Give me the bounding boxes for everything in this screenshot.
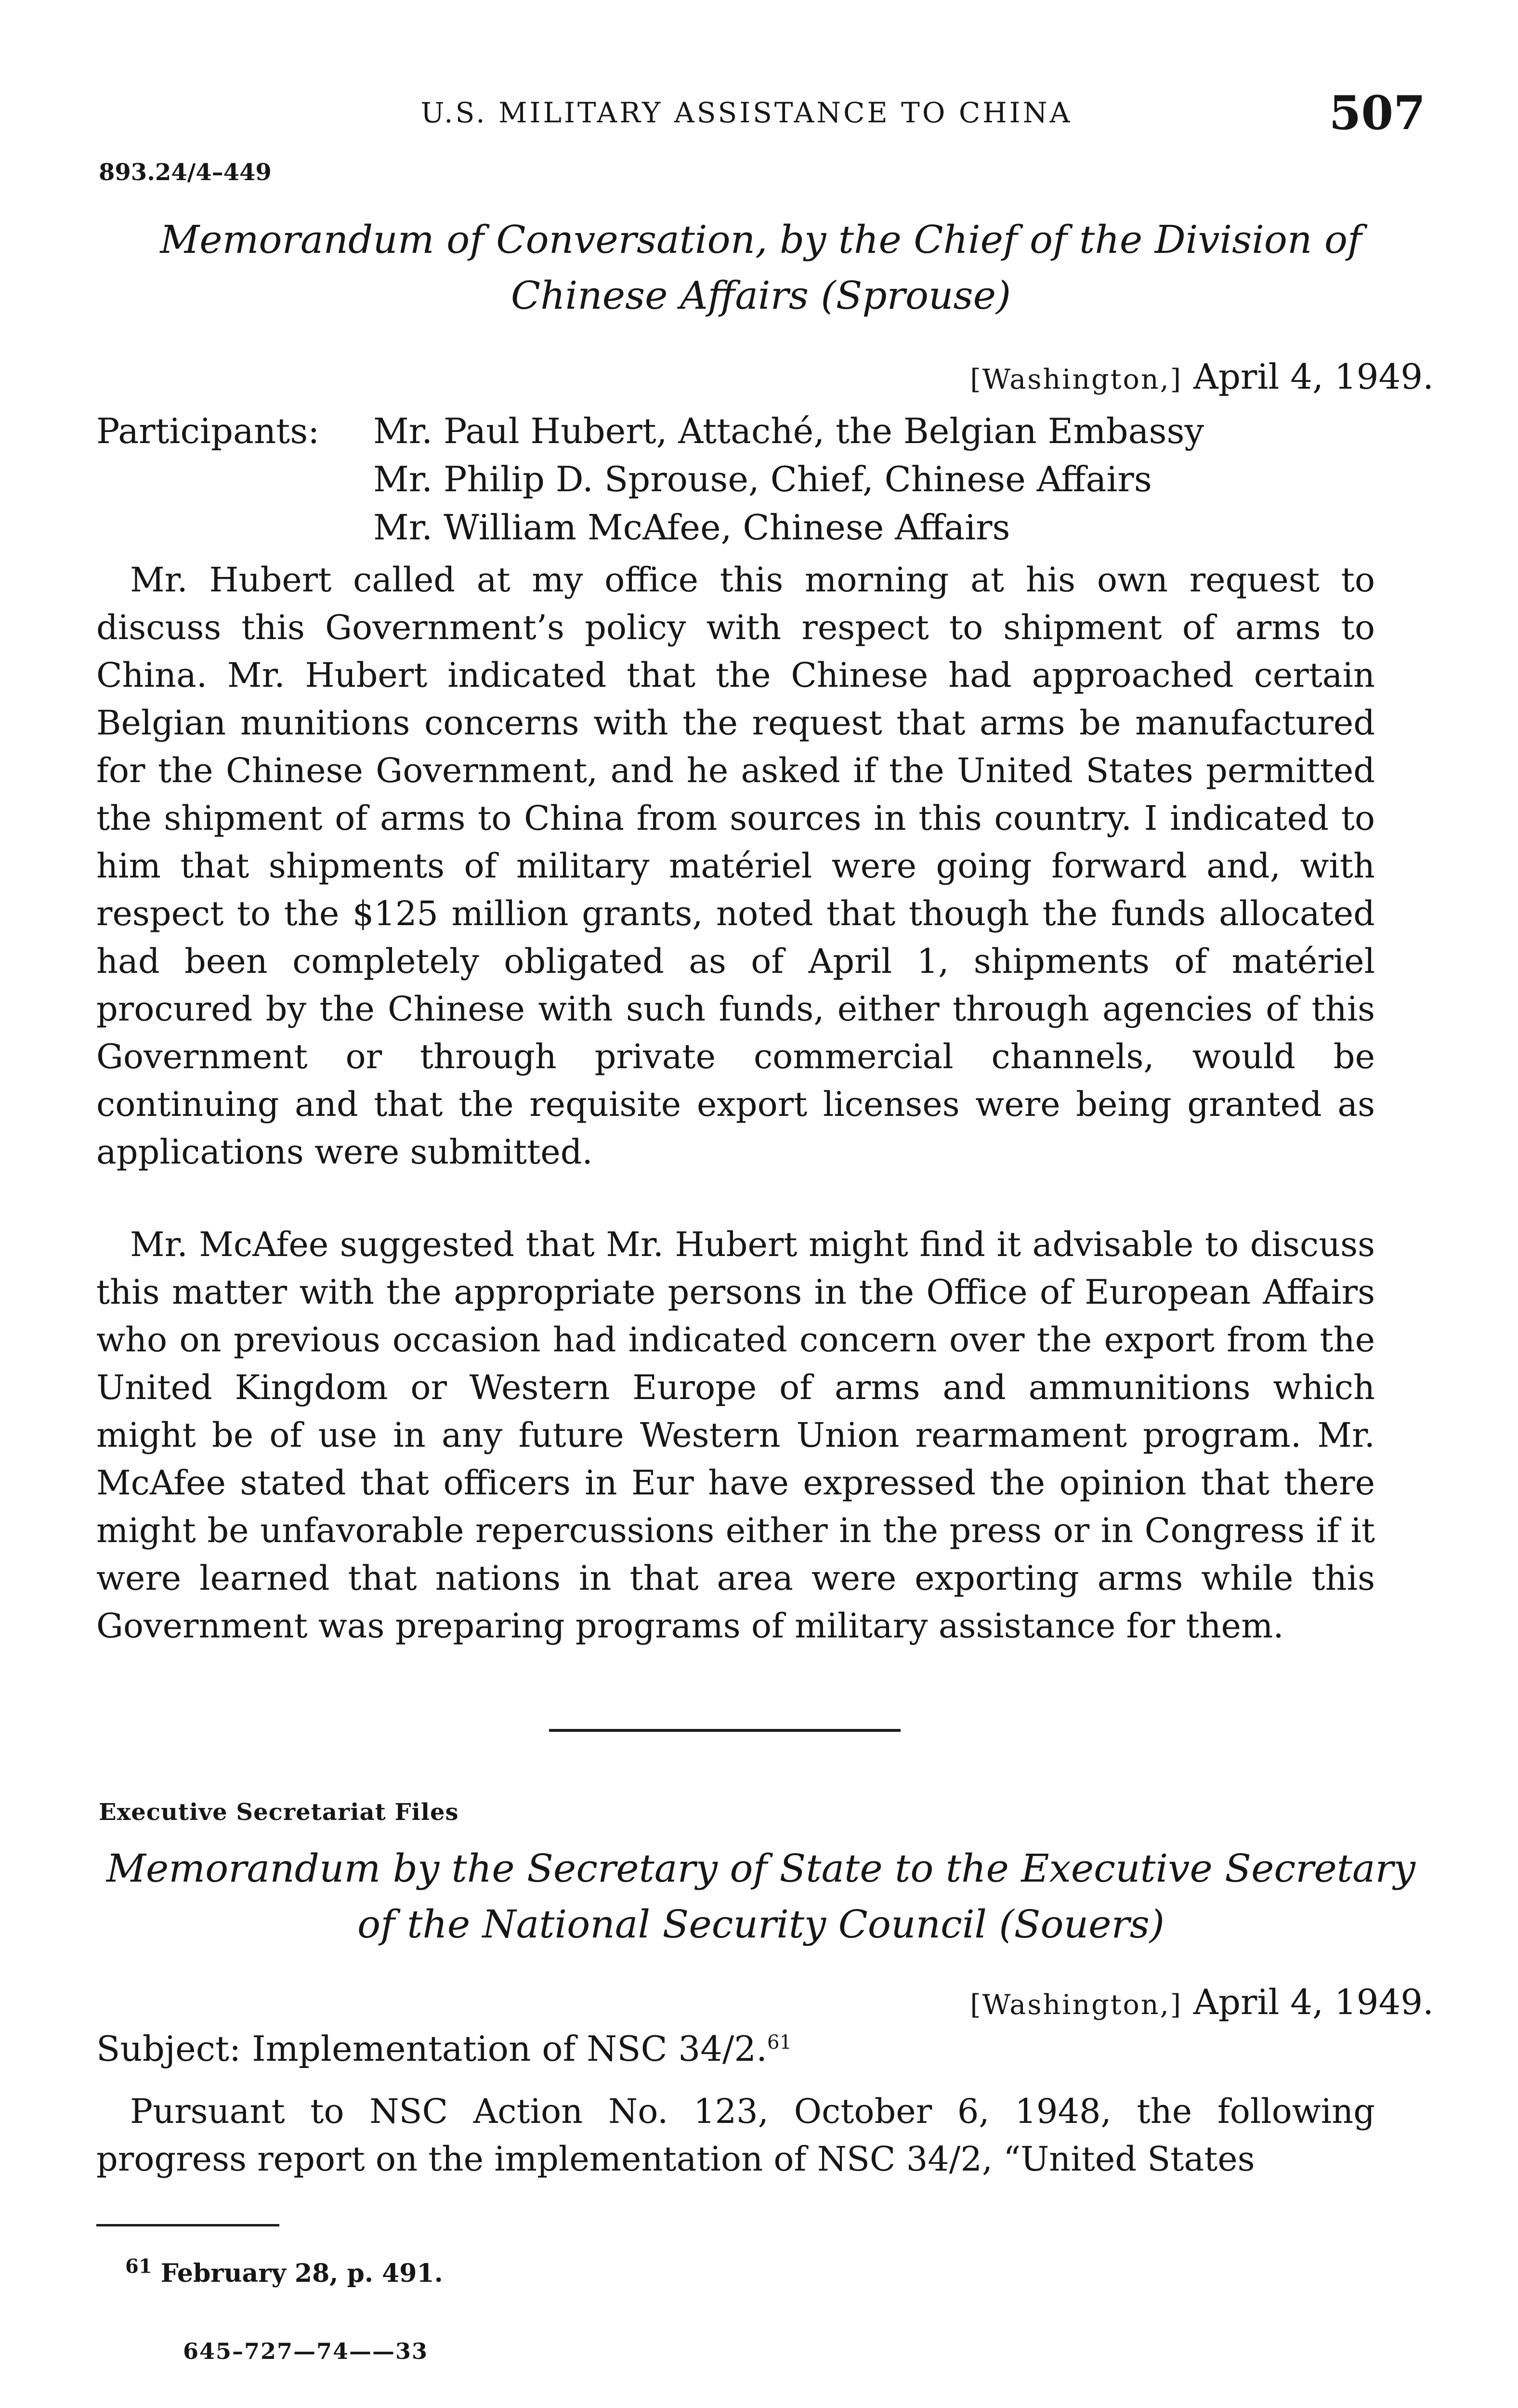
running-title: U.S. MILITARY ASSISTANCE TO CHINA: [420, 96, 1073, 129]
dateline: [970, 356, 1434, 397]
footnote: [125, 2255, 443, 2288]
file-reference: 893.24/4–449: [99, 159, 272, 186]
subject-text: Subject: Implementation of NSC 34/2.: [96, 2028, 767, 2069]
participant: Mr. Philip D. Sprouse, Chief, Chinese Affairs: [373, 459, 1152, 499]
subject-line: [96, 2028, 792, 2069]
paragraph-text: Pursuant to NSC Action No. 123, October 6, 1948, the following progress report on the implementation of NSC 34/2, “United States: [96, 2092, 1375, 2179]
body-paragraph: [96, 556, 1375, 1176]
paragraph-text: Mr. Hubert called at my office this morning at his own request to discuss this Government’s policy with respect to shipment of arms to China. Mr. Hubert indicated that the Chinese had approached certain Belgian munitions concerns with the request that arms be manufactured for the Chinese Government, and he asked if the United States permitted the shipment of arms to China from sources in this country. I indicated to him that shipments of military matériel were going forward and, with respect to the $125 million grants, noted that though the funds allocated had been completely obligated as of April 1, shipments of matériel procured by the Chinese with such funds, either through agencies of this Government or through private commercial channels, would be continuing and that the requisite export licenses were being granted as applications were submitted.: [96, 560, 1375, 1172]
footnote-reference[interactable]: 61: [767, 2031, 792, 2054]
printer-code: 645–727—74——33: [183, 2338, 429, 2364]
participant: Mr. Paul Hubert, Attaché, the Belgian Embassy: [373, 411, 1204, 451]
footnote-divider: [96, 2224, 279, 2226]
footnote-mark: 61: [125, 2255, 152, 2278]
participants-list: [373, 407, 1204, 551]
body-paragraph: [96, 1221, 1375, 1650]
document-title: Memorandum by the Secretary of State to the Executive Secretary of the National Security Council (Souers): [106, 1846, 1415, 1947]
footnote-text: February 28, p. 491.: [160, 2259, 443, 2288]
document-title: Memorandum of Conversation, by the Chief of the Division of Chinese Affairs (Sprouse): [160, 217, 1362, 318]
running-header: [96, 86, 1426, 139]
dateline-place: [Washington,]: [970, 1989, 1182, 2021]
section-divider: [549, 1729, 901, 1732]
participant: Mr. William McAfee, Chinese Affairs: [373, 507, 1010, 548]
dateline-date: April 4, 1949.: [1193, 356, 1434, 397]
page-number: 507: [1329, 86, 1426, 140]
paragraph-text: Mr. McAfee suggested that Mr. Hubert might find it advisable to discuss this matter with the appropriate persons in the Office of European Affairs who on previous occasion had indicated concern over the export from the United Kingdom or Western Europe of arms and ammunitions which might be of use in any future Western Union rearmament program. Mr. McAfee stated that officers in Eur have expressed the opinion that there might be unfavorable repercussions either in the press or in Congress if it were learned that nations in that area were exporting arms while this Government was preparing programs of military assistance for them.: [96, 1225, 1375, 1646]
dateline: [970, 1982, 1434, 2022]
participants-label: Participants:: [96, 411, 320, 451]
body-paragraph: [96, 2088, 1375, 2183]
dateline-date: April 4, 1949.: [1193, 1982, 1434, 2022]
file-reference: Executive Secretariat Files: [99, 1799, 459, 1826]
dateline-place: [Washington,]: [970, 364, 1182, 395]
